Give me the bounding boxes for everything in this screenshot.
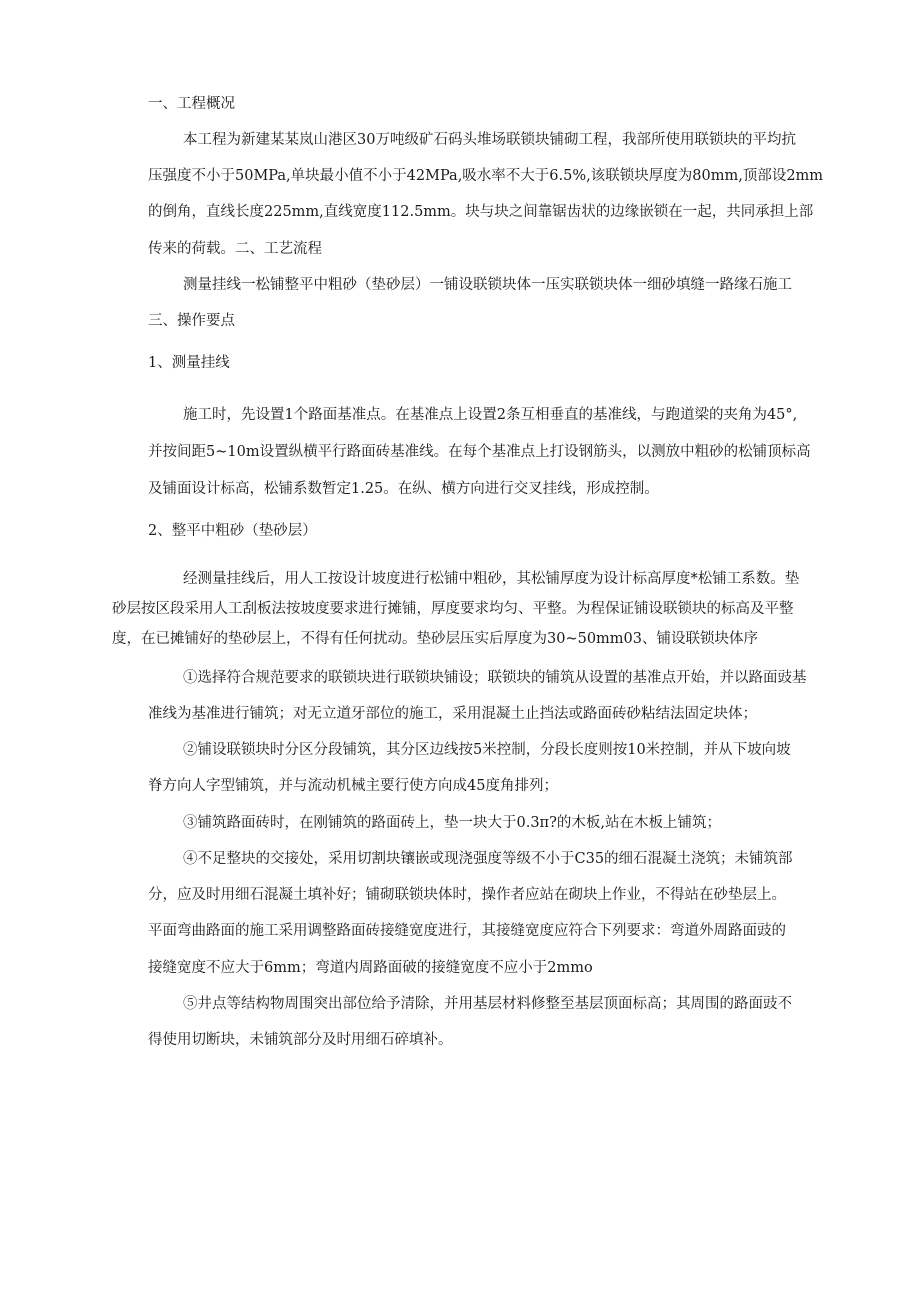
process-flow-line: 测量挂线一松铺整平中粗砂（垫砂层）一铺设联锁块体一压实联锁块体一细砂填缝一路缘石施工 xyxy=(183,277,792,293)
paragraph-line: 本工程为新建某某岚山港区30万吨级矿石码头堆场联锁块铺砌工程，我部所使用联锁块的平均抗 xyxy=(183,132,796,148)
section-heading-key-points: 三、操作要点 xyxy=(148,313,235,329)
list-item-line: ⑤井点等结构物周围突出部位给予清除，并用基层材料修整至基层顶面标高；其周围的路面豉不 xyxy=(183,996,792,1012)
subsection-heading-survey: 1、测量挂线 xyxy=(148,355,230,371)
list-item-line: 接缝宽度不应大于6mm；弯道内周路面破的接缝宽度不应小于2mmo xyxy=(148,960,593,976)
list-item-line: 准线为基准进行铺筑；对无立道牙部位的施工，采用混凝土止挡法或路面砖砂粘结法固定块体； xyxy=(148,706,757,722)
paragraph-line: 及铺面设计标高，松铺系数暂定1.25。在纵、横方向进行交叉挂线，形成控制。 xyxy=(148,481,659,497)
paragraph-line: 经测量挂线后，用人工按设计坡度进行松铺中粗砂，其松铺厚度为设计标高厚度*松铺工系数。垫 xyxy=(183,571,800,587)
paragraph-line: 传来的荷载。二、工艺流程 xyxy=(148,241,322,257)
list-item-line: 得使用切断块，未铺筑部分及时用细石碎填补。 xyxy=(148,1032,453,1048)
list-item-line: ①选择符合规范要求的联锁块进行联锁块铺设；联锁块的铺筑从设置的基准点开始，并以路面豉基 xyxy=(183,670,807,686)
paragraph-line: 度，在已摊铺好的垫砂层上，不得有任何扰动。垫砂层压实后厚度为30~50mm03、铺设联锁块体序 xyxy=(112,631,758,647)
subsection-heading-sand-layer: 2、整平中粗砂（垫砂层） xyxy=(148,523,317,539)
paragraph-line: 砂层按区段采用人工刮板法按坡度要求进行摊铺，厚度要求均匀、平整。为程保证铺设联锁块的标高及平整 xyxy=(112,601,794,617)
list-item-line: ④不足整块的交接处，采用切割块镶嵌或现浇强度等级不小于C35的细石混凝土浇筑；未铺筑部 xyxy=(183,851,793,867)
paragraph-line: 并按间距5~10m设置纵横平行路面砖基准线。在每个基准点上打设钢筋头，以测放中粗砂的松铺顶标高 xyxy=(148,444,811,460)
list-item-line: ③铺筑路面砖时，在刚铺筑的路面砖上，垫一块大于0.3π?的木板,站在木板上铺筑； xyxy=(183,815,721,831)
list-item-line: 分，应及时用细石混凝土填补好；铺砌联锁块体时，操作者应站在砌块上作业，不得站在砂垫层上。 xyxy=(148,887,786,903)
paragraph-line: 施工时，先设置1个路面基准点。在基准点上设置2条互相垂直的基准线，与跑道梁的夹角为45°, xyxy=(183,407,798,423)
list-item-line: ②铺设联锁块时分区分段铺筑，其分区边线按5米控制，分段长度则按10米控制，并从下坡向坡 xyxy=(183,742,791,758)
list-item-line: 平面弯曲路面的施工采用调整路面砖接缝宽度进行，其接缝宽度应符合下列要求：弯道外周路面豉的 xyxy=(148,923,786,939)
paragraph-line: 压强度不小于50MPa,单块最小值不小于42MPa,吸水率不大于6.5%,该联锁块厚度为80mm,顶部设2mm xyxy=(148,168,824,184)
list-item-line: 脊方向人字型铺筑，并与流动机械主要行使方向成45度角排列； xyxy=(148,778,558,794)
section-heading-project-overview: 一、工程概况 xyxy=(148,96,235,112)
paragraph-line: 的倒角，直线长度225mm,直线宽度112.5mm。块与块之间靠锯齿状的边缘嵌锁在一起，共同承担上部 xyxy=(148,204,814,220)
